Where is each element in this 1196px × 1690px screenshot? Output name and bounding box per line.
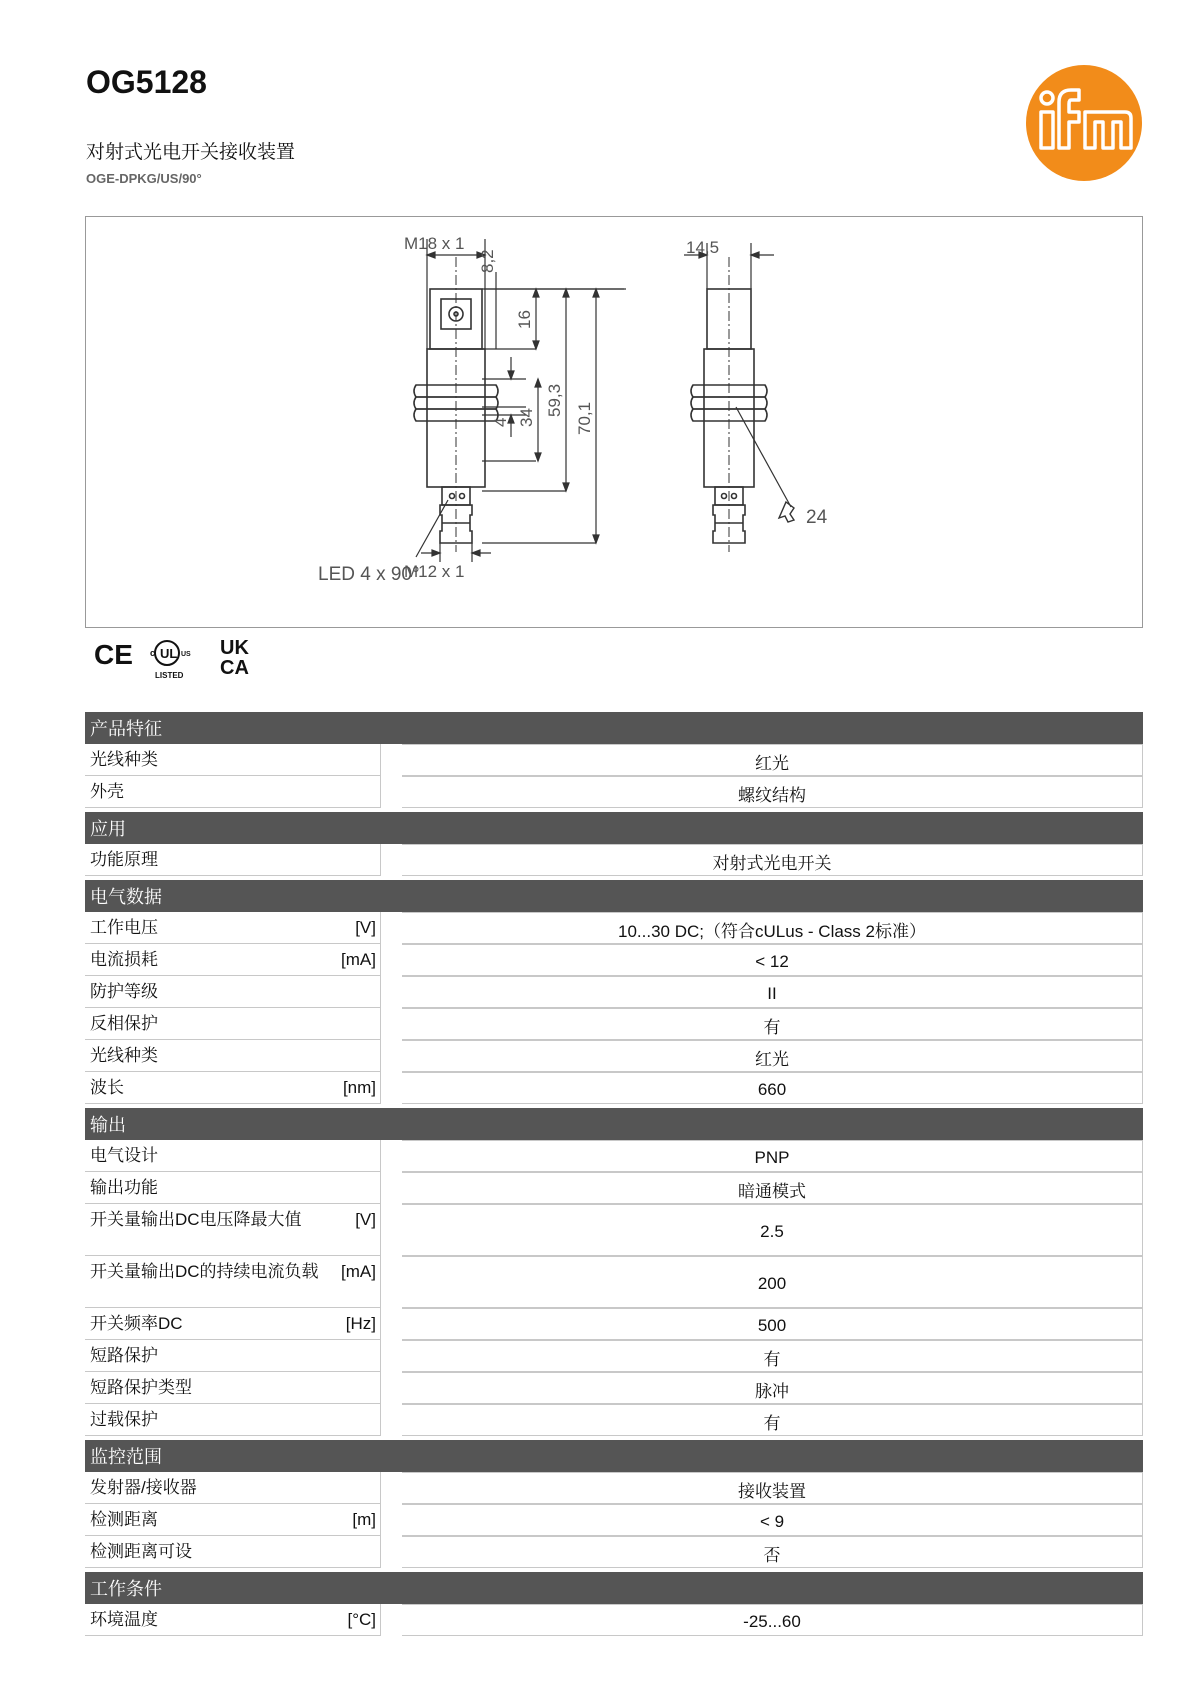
- certification-marks: [92, 636, 262, 684]
- spec-row: [85, 744, 1143, 776]
- spec-label: 外壳: [90, 782, 124, 801]
- spec-label-cell: [85, 912, 381, 944]
- spec-label: 开关频率DC: [90, 1314, 183, 1333]
- spec-unit: [m]: [352, 1510, 376, 1529]
- spec-value: 2.5: [402, 1204, 1143, 1256]
- spec-table: [85, 712, 1143, 1636]
- spec-row: [85, 1472, 1143, 1504]
- spec-row: [85, 1372, 1143, 1404]
- ce-mark: [94, 639, 133, 670]
- spec-unit: [V]: [355, 918, 376, 937]
- spec-value: 有: [402, 1340, 1143, 1372]
- spec-value: 暗通模式: [402, 1172, 1143, 1204]
- spec-label-cell: [85, 1008, 381, 1040]
- spec-label-cell: [85, 1536, 381, 1568]
- section-header: 电气数据: [85, 880, 1143, 912]
- product-title: OG5128: [86, 64, 207, 100]
- spec-value: < 9: [402, 1504, 1143, 1536]
- spec-label-cell: [85, 1140, 381, 1172]
- spec-row: [85, 1404, 1143, 1436]
- spec-row: [85, 976, 1143, 1008]
- section-header: 监控范围: [85, 1440, 1143, 1472]
- spec-label-cell: [85, 1172, 381, 1204]
- svg-text:UL: UL: [160, 646, 178, 661]
- spec-row: [85, 944, 1143, 976]
- ul-listed-mark: [150, 641, 191, 680]
- spec-row: [85, 1340, 1143, 1372]
- spec-value: < 12: [402, 944, 1143, 976]
- spec-value: 接收装置: [402, 1472, 1143, 1504]
- spec-label: 工作电压: [90, 918, 158, 937]
- thread-connector-label: M12 x 1: [404, 562, 465, 581]
- spec-label-cell: [85, 1372, 381, 1404]
- spec-label: 防护等级: [90, 982, 158, 1001]
- spec-row: [85, 1140, 1143, 1172]
- spec-label-cell: [85, 1604, 381, 1636]
- product-subtitle: 对射式光电开关接收装置: [86, 142, 296, 163]
- spec-label-cell: [85, 1472, 381, 1504]
- ifm-logo: [1025, 64, 1143, 182]
- spec-label-cell: [85, 844, 381, 876]
- spec-label-cell: [85, 1404, 381, 1436]
- spec-label: 过载保护: [90, 1410, 158, 1429]
- dimension-drawing: [85, 216, 1143, 628]
- spec-row: [85, 776, 1143, 808]
- spec-unit: [mA]: [341, 950, 376, 969]
- spec-label: 环境温度: [90, 1610, 158, 1629]
- spec-unit: [V]: [355, 1210, 376, 1229]
- svg-text:CE: CE: [94, 639, 133, 670]
- spec-row: [85, 1308, 1143, 1340]
- spec-label: 检测距离: [90, 1510, 158, 1529]
- dim-70-1: 70,1: [575, 401, 594, 435]
- spec-value: 否: [402, 1536, 1143, 1568]
- spec-value: 500: [402, 1308, 1143, 1340]
- spec-unit: [mA]: [341, 1262, 376, 1281]
- section-header: 应用: [85, 812, 1143, 844]
- spec-label: 光线种类: [90, 1046, 158, 1065]
- spec-row: [85, 1040, 1143, 1072]
- spec-label: 光线种类: [90, 750, 158, 769]
- spec-value: 660: [402, 1072, 1143, 1104]
- spec-row: [85, 1204, 1143, 1256]
- spec-value: 螺纹结构: [402, 776, 1143, 808]
- spec-value: 有: [402, 1008, 1143, 1040]
- spec-label-cell: [85, 1072, 381, 1104]
- spec-row: [85, 1008, 1143, 1040]
- spec-label-cell: [85, 1256, 381, 1308]
- spec-label: 发射器/接收器: [90, 1478, 197, 1497]
- spec-row: [85, 912, 1143, 944]
- spec-row: [85, 1536, 1143, 1568]
- spec-label: 检测距离可设: [90, 1542, 192, 1561]
- dim-34: 34: [517, 408, 536, 427]
- ukca-mark: [220, 637, 249, 679]
- spec-label-cell: [85, 1040, 381, 1072]
- dim-59-3: 59,3: [545, 383, 564, 417]
- spec-label: 电流损耗: [90, 950, 158, 969]
- svg-text:c: c: [150, 648, 156, 658]
- spec-label: 短路保护: [90, 1346, 158, 1365]
- spec-label-cell: [85, 1308, 381, 1340]
- width-label: 14,5: [686, 238, 720, 257]
- spec-label-cell: [85, 1504, 381, 1536]
- spec-label: 电气设计: [90, 1146, 158, 1165]
- spec-label: 波长: [90, 1078, 124, 1097]
- spec-value: II: [402, 976, 1143, 1008]
- spec-value: 红光: [402, 1040, 1143, 1072]
- spec-label: 开关量输出DC的持续电流负载: [90, 1262, 319, 1281]
- spec-label-cell: [85, 976, 381, 1008]
- thread-main-label: M18 x 1: [404, 234, 465, 253]
- svg-text:CA: CA: [220, 657, 249, 679]
- spec-value: 对射式光电开关: [402, 844, 1143, 876]
- spec-label: 输出功能: [90, 1178, 158, 1197]
- spec-label-cell: [85, 776, 381, 808]
- spec-label-cell: [85, 944, 381, 976]
- spec-row: [85, 1072, 1143, 1104]
- product-code: OGE-DPKG/US/90°: [86, 171, 202, 186]
- spec-unit: [nm]: [342, 1078, 376, 1097]
- spec-row: [85, 1604, 1143, 1636]
- dim-4: 4: [491, 417, 510, 427]
- dim-8-2: 8,2: [478, 249, 497, 273]
- spec-value: 有: [402, 1404, 1143, 1436]
- spec-value: 200: [402, 1256, 1143, 1308]
- spec-row: [85, 844, 1143, 876]
- spec-row: [85, 1504, 1143, 1536]
- spec-label: 反相保护: [90, 1014, 158, 1033]
- spec-value: 脉冲: [402, 1372, 1143, 1404]
- spec-label-cell: [85, 1340, 381, 1372]
- spec-label: 短路保护类型: [90, 1378, 192, 1397]
- section-header: 产品特征: [85, 712, 1143, 744]
- section-header: 工作条件: [85, 1572, 1143, 1604]
- spec-label-cell: [85, 744, 381, 776]
- svg-text:US: US: [181, 651, 191, 658]
- led-label: LED 4 x 90°: [318, 564, 420, 585]
- svg-text:UK: UK: [220, 637, 249, 659]
- spec-label: 开关量输出DC电压降最大值: [90, 1210, 302, 1229]
- svg-text:LISTED: LISTED: [155, 671, 184, 680]
- spec-label-cell: [85, 1204, 381, 1256]
- spec-value: 红光: [402, 744, 1143, 776]
- spec-row: [85, 1172, 1143, 1204]
- spec-value: -25...60: [402, 1604, 1143, 1636]
- spec-unit: [°C]: [347, 1610, 376, 1629]
- spec-unit: [Hz]: [345, 1314, 376, 1333]
- spec-row: [85, 1256, 1143, 1308]
- spec-label: 功能原理: [90, 850, 158, 869]
- wrench-label: 24: [806, 507, 828, 528]
- section-header: 输出: [85, 1108, 1143, 1140]
- spec-value: PNP: [402, 1140, 1143, 1172]
- dim-16: 16: [515, 310, 534, 329]
- spec-value: 10...30 DC;（符合cULus - Class 2标准）: [402, 912, 1143, 944]
